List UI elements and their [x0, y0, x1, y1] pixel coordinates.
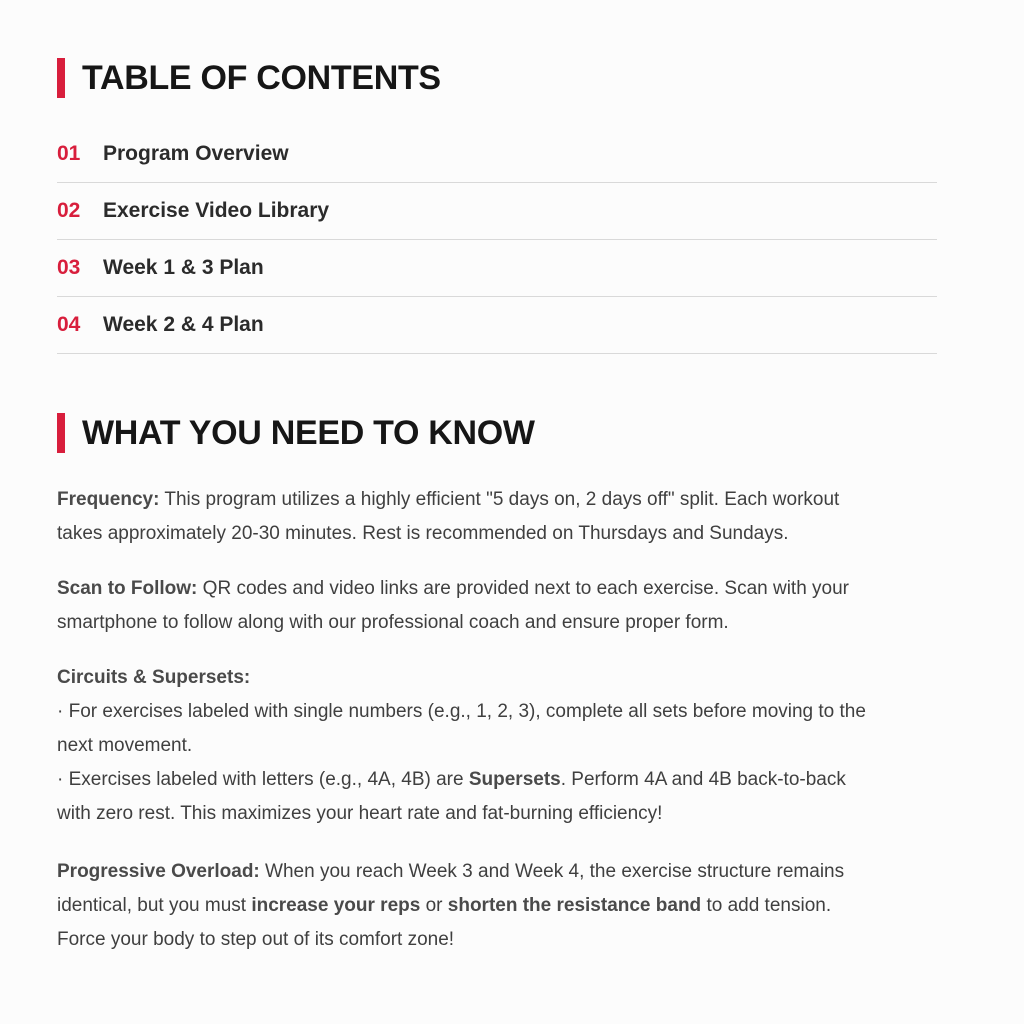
circuits-bullet: next movement.	[57, 735, 193, 756]
circuits-bullet: · Exercises labeled with letters (e.g., 4A, 4B) are Supersets. Perform 4A and 4B back-to-back	[57, 769, 846, 790]
shorten-band-term: shorten the resistance band	[447, 895, 702, 916]
overload-text: When you reach Week 3 and Week 4, the exercise structure remains	[259, 861, 845, 882]
toc-item[interactable]	[57, 297, 937, 354]
know-title: WHAT YOU NEED TO KNOW	[82, 414, 535, 452]
scan-text: smartphone to follow along with our professional coach and ensure proper form.	[57, 612, 729, 633]
scan-label: Scan to Follow:	[57, 578, 198, 599]
toc-heading	[57, 58, 441, 98]
circuits-bullet: with zero rest. This maximizes your heart rate and fat-burning efficiency!	[57, 803, 663, 824]
frequency-label: Frequency:	[57, 489, 160, 510]
heading-accent-bar	[57, 58, 65, 98]
toc-item[interactable]	[57, 126, 937, 183]
scan-paragraph	[57, 572, 937, 640]
toc-item-number: 04	[57, 313, 81, 336]
overload-text: identical, but you must increase your reps or shorten the resistance band to add tension.	[57, 895, 832, 916]
circuits-bullet: · For exercises labeled with single numbers (e.g., 1, 2, 3), complete all sets before moving to the	[57, 701, 866, 722]
toc-item[interactable]	[57, 240, 937, 297]
frequency-text: takes approximately 20-30 minutes. Rest is recommended on Thursdays and Sundays.	[57, 523, 789, 544]
scan-text: QR codes and video links are provided next to each exercise. Scan with your	[197, 578, 850, 599]
increase-reps-term: increase your reps	[251, 895, 421, 916]
toc-item-number: 03	[57, 256, 81, 279]
frequency-paragraph	[57, 483, 937, 551]
toc-item[interactable]	[57, 183, 937, 240]
heading-accent-bar	[57, 413, 65, 453]
overload-text: Force your body to step out of its comfort zone!	[57, 929, 455, 950]
toc-item-title: Week 1 & 3 Plan	[103, 256, 264, 279]
overload-label: Progressive Overload:	[57, 861, 260, 882]
circuits-paragraph	[57, 661, 937, 831]
toc-title: TABLE OF CONTENTS	[82, 59, 441, 97]
toc-item-number: 01	[57, 142, 81, 165]
supersets-term: Supersets	[468, 769, 561, 790]
know-heading	[57, 413, 535, 453]
toc-item-title: Program Overview	[103, 142, 289, 165]
toc-item-title: Exercise Video Library	[103, 199, 330, 222]
frequency-text: This program utilizes a highly efficient "5 days on, 2 days off" split. Each workout	[159, 489, 840, 510]
toc-item-number: 02	[57, 199, 81, 222]
toc-item-title: Week 2 & 4 Plan	[103, 313, 264, 336]
circuits-label: Circuits & Supersets:	[57, 667, 251, 688]
toc-list	[57, 126, 937, 354]
overload-paragraph	[57, 855, 937, 957]
